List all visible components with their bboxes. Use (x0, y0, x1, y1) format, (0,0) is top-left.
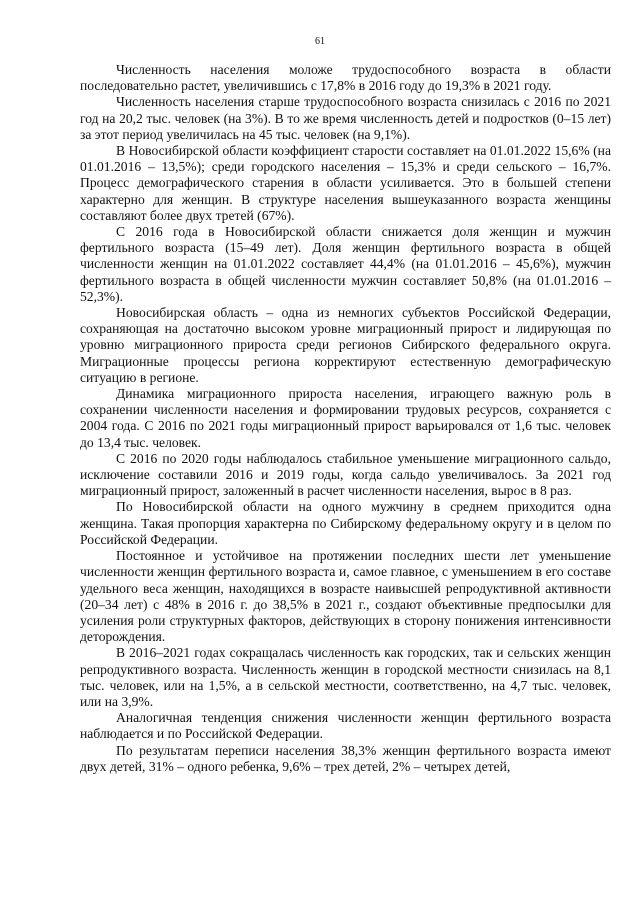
paragraph-2: Численность населения старше трудоспособного возраста снизилась с 2016 по 2021 год на 20,2 тыс. человек (на 3%). В то же время численность детей и подростков (0–15 лет) за этот период увеличилась на 45 тыс. человек (на 9,1%). (80, 94, 611, 142)
document-body (80, 62, 611, 775)
paragraph-12: По результатам переписи населения 38,3% женщин фертильного возраста имеют двух детей, 31% – одного ребенка, 9,6% – трех детей, 2% – четырех детей, (80, 742, 611, 774)
paragraph-4: С 2016 года в Новосибирской области снижается доля женщин и мужчин фертильного возраста (15–49 лет). Доля женщин фертильного возраста в общей численности женщин на 01.01.2022 составляет 44,4% (на 01.01.2016 – 45,6%), мужчин фертильного возраста в общей численности мужчин составляет 50,8% (на 01.01.2016 – 52,3%). (80, 224, 611, 304)
paragraph-5: Новосибирская область – одна из немногих субъектов Российской Федерации, сохраняющая на достаточно высоком уровне миграционный прирост и лидирующая по уровню миграционного прироста среди регионов Сибирского федерального округа. Миграционные процессы региона корректируют естественную демографическую ситуацию в регионе. (80, 305, 611, 385)
paragraph-1: Численность населения моложе трудоспособного возраста в области последовательно растет, увеличившись с 17,8% в 2016 году до 19,3% в 2021 году. (80, 62, 611, 94)
paragraph-9: Постоянное и устойчивое на протяжении последних шести лет уменьшение численности женщин фертильного возраста и, самое главное, с уменьшением в его составе удельного веса женщин, находящихся в возрасте наивысшей репродуктивной активности (20–34 лет) с 48% в 2016 г. до 38,5% в 2021 г., создают объективные предпосылки для усиления роли структурных факторов, действующих в сторону понижения интенсивности деторождения. (80, 548, 611, 645)
page-number: 61 (315, 36, 325, 47)
paragraph-7: С 2016 по 2020 годы наблюдалось стабильное уменьшение миграционного сальдо, исключение составили 2016 и 2019 годы, когда сальдо увеличивалось. За 2021 год миграционный прирост, заложенный в расчет численности населения, вырос в 8 раз. (80, 450, 611, 499)
paragraph-10: В 2016–2021 годах сокращалась численность как городских, так и сельских женщин репродуктивного возраста. Численность женщин в городской местности снизилась на 8,1 тыс. человек, или на 1,5%, а в сельской местности, соответственно, на 4,7 тыс. человек, или на 3,9%. (80, 645, 611, 709)
paragraph-11: Аналогичная тенденция снижения численности женщин фертильного возраста наблюдается и по Российской Федерации. (80, 710, 611, 742)
paragraph-3: В Новосибирской области коэффициент старости составляет на 01.01.2022 15,6% (на 01.01.2016 – 13,5%); среди городского населения – 15,3% и среди сельского – 16,7%. Процесс демографического старения в области усиливается. Это в большей степени характерно для женщин. В структуре населения вышеуказанного возраста женщины составляют более двух третей (67%). (80, 143, 611, 223)
paragraph-6: Динамика миграционного прироста населения, играющего важную роль в сохранении численности населения и формировании трудовых ресурсов, сохраняется с 2004 года. С 2016 по 2021 годы миграционный прирост варьировался от 1,6 тыс. человек до 13,4 тыс. человек. (80, 386, 611, 450)
paragraph-8: По Новосибирской области на одного мужчину в среднем приходится одна женщина. Такая пропорция характерна по Сибирскому федеральному округу и в целом по Российской Федерации. (80, 499, 611, 547)
